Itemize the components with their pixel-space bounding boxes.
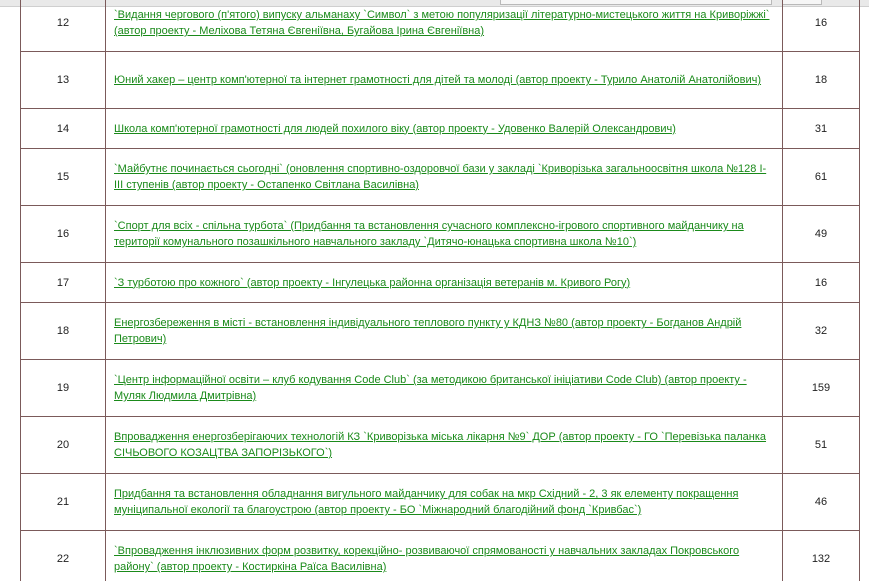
- table-row: [21, 531, 860, 581]
- project-cell: [106, 109, 783, 149]
- project-link[interactable]: Впровадження енергозберігаючих технологій КЗ `Криворізька міська лікарня №9` ДОР (автор проекту - ГО `Перевізька паланка СІЧЬОВОГО КОЗАЦТВА ЗАПОРІЗЬКОГО`): [114, 431, 767, 459]
- project-cell: [106, 417, 783, 474]
- table-row: [21, 149, 860, 206]
- row-number: 12: [21, 0, 106, 52]
- project-cell: [106, 52, 783, 109]
- project-link[interactable]: `Центр інформаційної освіти – клуб кодування Code Club` (за методикою британської ініціативи Code Club) (автор проекту - Муляк Людмила Дмитрівна): [114, 374, 747, 402]
- vote-count: 31: [783, 109, 860, 149]
- row-number: 20: [21, 417, 106, 474]
- vote-count: 51: [783, 417, 860, 474]
- table-row: [21, 360, 860, 417]
- table-row: [21, 474, 860, 531]
- vote-count: 132: [783, 531, 860, 581]
- project-cell: [106, 531, 783, 581]
- project-link[interactable]: Придбання та встановлення обладнання вигульного майданчику для собак на мкр Східний - 2, 3 як елементу покращення муніципальної екології та благоустрою (автор проекту - БО `Міжнародний благодійний фонд `Кривбас`): [114, 488, 739, 516]
- row-number: 15: [21, 149, 106, 206]
- row-number: 17: [21, 263, 106, 303]
- vote-count: 46: [783, 474, 860, 531]
- project-cell: [106, 360, 783, 417]
- vote-count: 16: [783, 0, 860, 52]
- project-link[interactable]: Школа комп'ютерної грамотності для людей похилого віку (автор проекту - Удовенко Валерій Олександрович): [114, 122, 676, 135]
- table-row: [21, 52, 860, 109]
- table-row: [21, 0, 860, 52]
- row-number: 14: [21, 109, 106, 149]
- row-number: 18: [21, 303, 106, 360]
- projects-table-container: [20, 0, 860, 581]
- row-number: 19: [21, 360, 106, 417]
- row-number: 13: [21, 52, 106, 109]
- project-link[interactable]: `Спорт для всіх - спільна турбота` (Придбання та встановлення сучасного комплексно-ігрового спортивного майданчику на території комунального позашкільного навчального закладу `Дитячо-юнацька спортивна школа №10`): [114, 220, 744, 248]
- project-link[interactable]: `Майбутнє починається сьогодні` (оновлення спортивно-оздоровчої бази у закладі `Криворізька загальноосвітня школа №128 І-ІІІ ступенів (автор проекту - Остапенко Світлана Василівна): [114, 163, 767, 191]
- row-number: 16: [21, 206, 106, 263]
- table-row: [21, 263, 860, 303]
- project-cell: [106, 206, 783, 263]
- table-row: [21, 303, 860, 360]
- vote-count: 49: [783, 206, 860, 263]
- project-link[interactable]: Юний хакер – центр комп'ютерної та інтернет грамотності для дітей та молоді (автор проекту - Турило Анатолій Анатолійович): [114, 74, 762, 86]
- vote-count: 16: [783, 263, 860, 303]
- vote-count: 61: [783, 149, 860, 206]
- table-row: [21, 206, 860, 263]
- project-cell: [106, 474, 783, 531]
- table-row: [21, 417, 860, 474]
- project-cell: [106, 303, 783, 360]
- project-cell: [106, 0, 783, 52]
- project-cell: [106, 263, 783, 303]
- project-link[interactable]: `З турботою про кожного` (автор проекту - Інгулецька районна організація ветеранів м. Кривого Рогу): [114, 276, 631, 289]
- projects-table: [20, 0, 860, 581]
- vote-count: 159: [783, 360, 860, 417]
- vote-count: 18: [783, 52, 860, 109]
- table-row: [21, 109, 860, 149]
- row-number: 22: [21, 531, 106, 581]
- project-link[interactable]: `Впровадження інклюзивних форм розвитку, корекційно- розвиваючої спрямованості у навчальних закладах Покровського району` (автор проекту - Костиркіна Раїса Василівна): [114, 545, 740, 573]
- project-link[interactable]: `Видання чергового (п'ятого) випуску альманаху `Символ` з метою популяризації літературно-мистецького життя на Криворіжжі` (автор проекту - Меліхова Тетяна Євгеніївна, Бугайова Ірина Євгеніївна): [114, 9, 770, 37]
- row-number: 21: [21, 474, 106, 531]
- project-cell: [106, 149, 783, 206]
- project-link[interactable]: Енергозбереження в місті - встановлення індивідуального теплового пункту у КДНЗ №80 (автор проекту - Богданов Андрій Петрович): [114, 317, 742, 345]
- vote-count: 32: [783, 303, 860, 360]
